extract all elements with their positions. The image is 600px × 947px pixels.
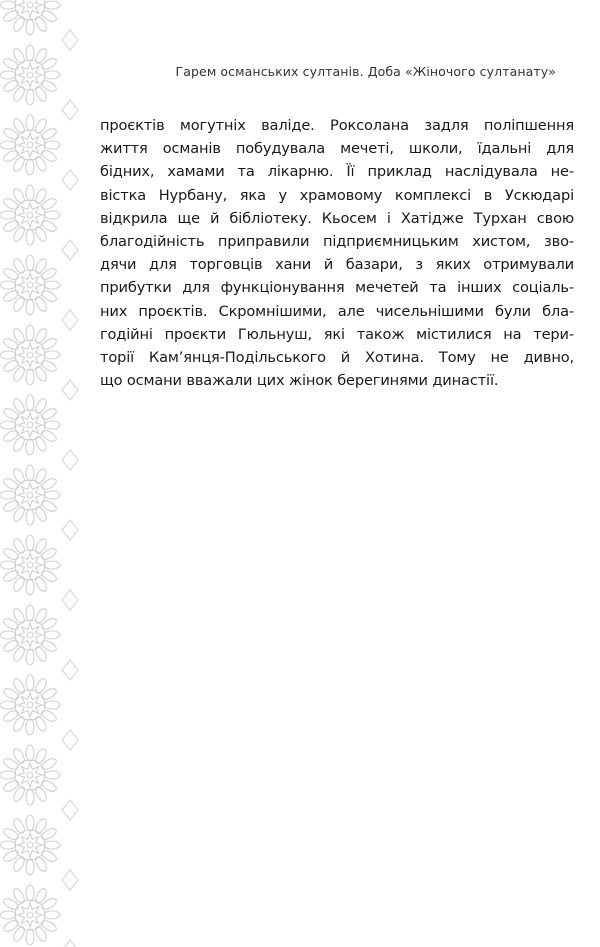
paragraph-line: життя османів побудувала мечеті, школи, їдальні для [100, 140, 574, 158]
body-paragraph [100, 114, 574, 392]
decorative-ornament-border [0, 0, 80, 947]
paragraph-line: годійні проєкти Гюльнуш, які також містилися на тери- [100, 325, 574, 343]
paragraph-line: бідних, хамами та лікарню. Її приклад наслідувала не- [100, 163, 574, 181]
paragraph-line: торії Кам’янця-Подільського й Хотина. Тому не дивно, [100, 348, 574, 366]
paragraph-line: проєктів могутніх валіде. Роксолана задля поліпшення [100, 117, 574, 134]
paragraph-line: них проєктів. Скромнішими, але чисельнішими були бла- [100, 302, 574, 320]
running-header: Гарем османських султанів. Доба «Жіночого султанату» [175, 64, 556, 79]
paragraph-line: що османи вважали цих жінок берегинями династії. [100, 372, 499, 390]
paragraph-line: дячи для торговців хани й базари, з яких отримували [100, 256, 574, 274]
paragraph-line: прибутки для функціонування мечетей та інших соціаль- [100, 279, 574, 297]
paragraph-line: благодійність приправили підприємницьким хистом, зво- [100, 232, 574, 250]
paragraph-line: вістка Нурбану, яка у храмовому комплексі в Ускюдарі [100, 186, 574, 204]
rosette-pattern-icon [0, 0, 80, 947]
paragraph-line: відкрила ще й бібліотеку. Кьосем і Хатідже Турхан свою [100, 209, 574, 227]
